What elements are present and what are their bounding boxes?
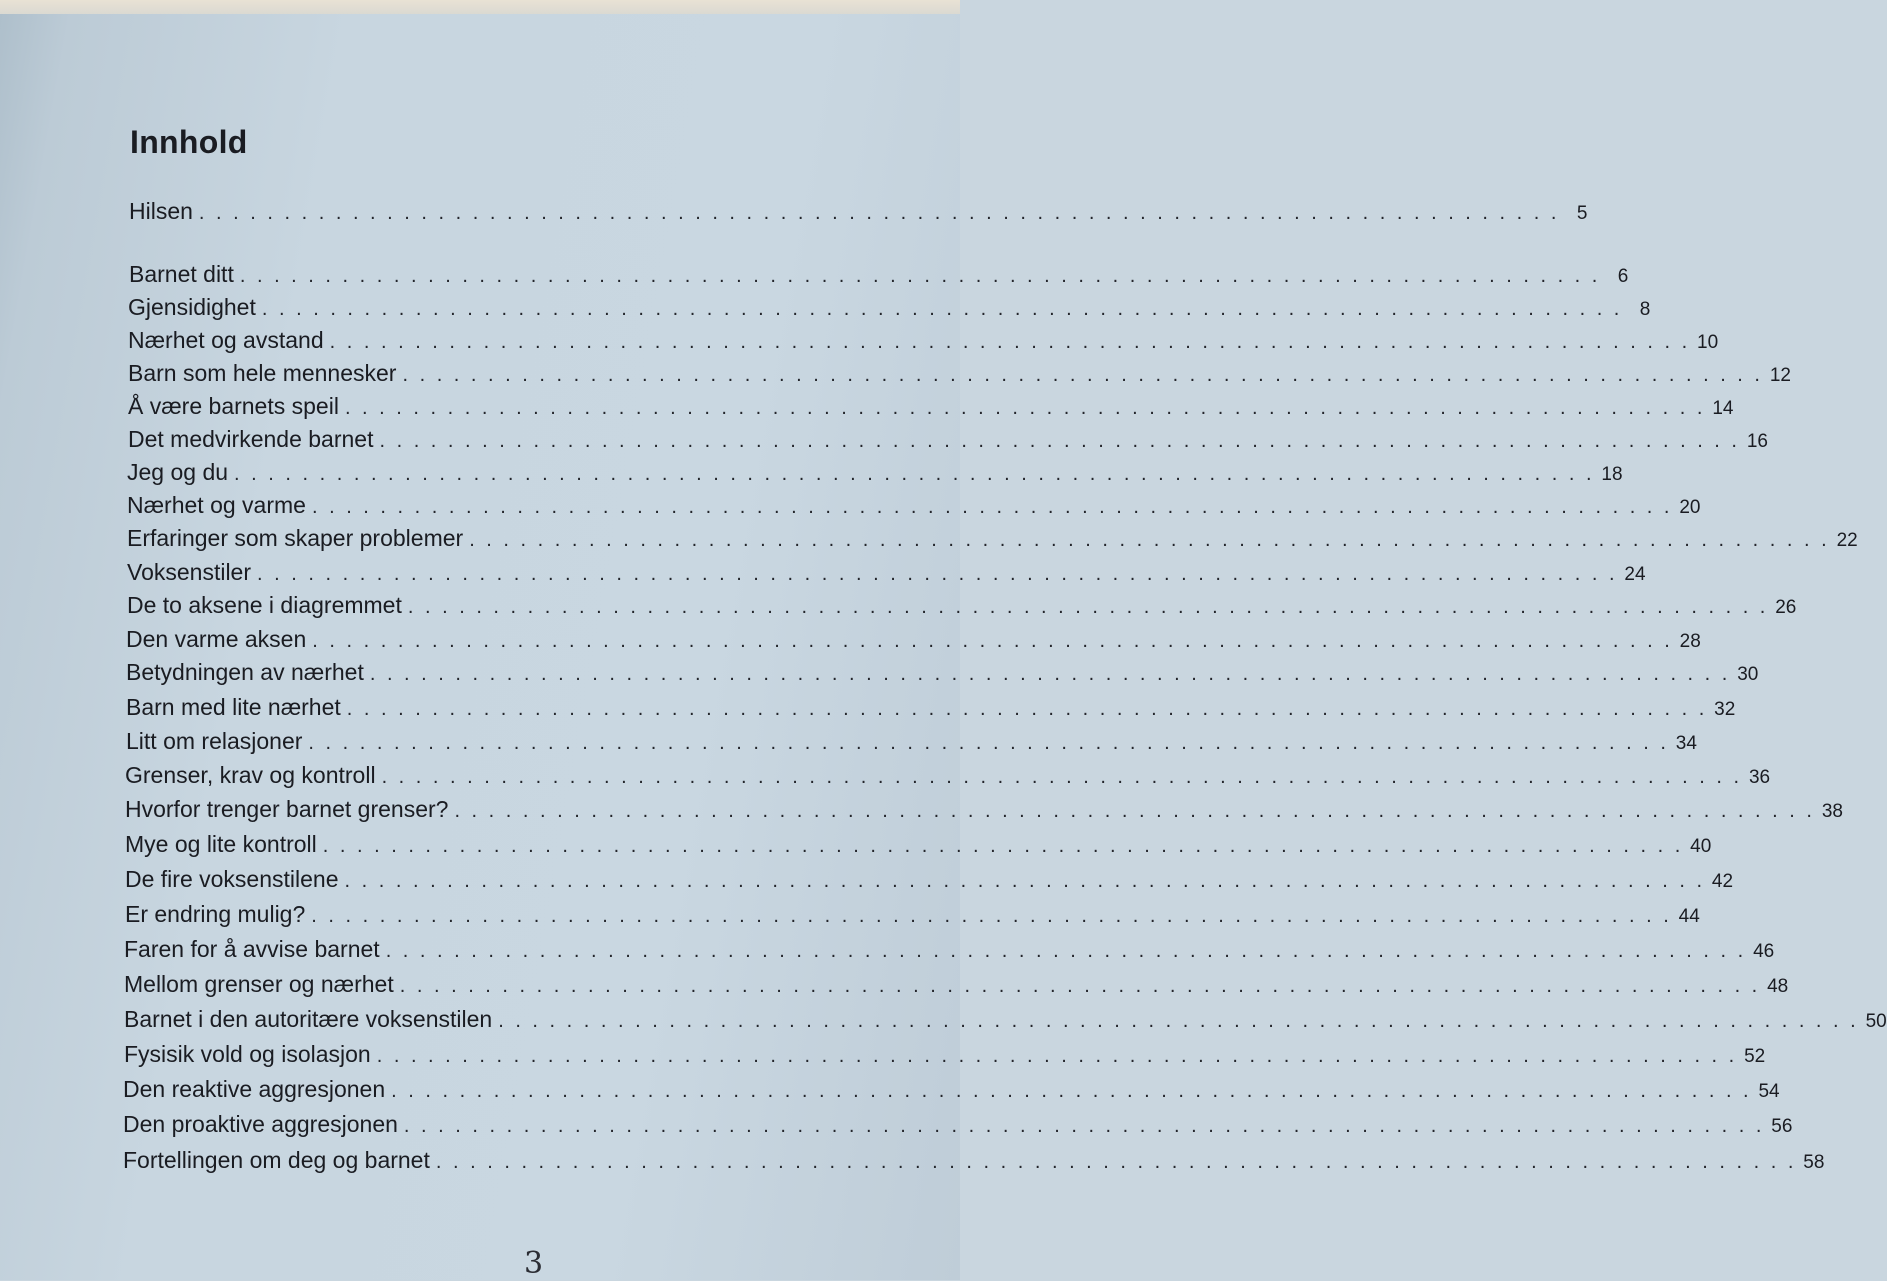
toc-entry: [125, 794, 1843, 824]
dot-leader: . . . . . . . . . . . . . . . . . . . . . . . . . . . . . . . . . . . . . . . . . . . . . . . . . . . . . . . . . . . . . . . . . . . . . . . . . . . . . . . .: [381, 766, 1743, 788]
toc-entry-page: 40: [1690, 836, 1712, 857]
dot-leader: . . . . . . . . . . . . . . . . . . . . . . . . . . . . . . . . . . . . . . . . . . . . . . . . . . . . . . . . . . . . . . . . . . . . . . . . . . . . . . . .: [308, 732, 1669, 754]
toc-entry-title: Faren for å avvise barnet: [124, 936, 380, 962]
toc-entry-title: De fire voksenstilene: [125, 866, 339, 892]
toc-entry-title: Fysisik vold og isolasjon: [124, 1041, 371, 1067]
toc-entry: [125, 899, 1700, 929]
toc-entry-page: 36: [1748, 767, 1771, 788]
dot-leader: . . . . . . . . . . . . . . . . . . . . . . . . . . . . . . . . . . . . . . . . . . . . . . . . . . . . . . . . . . . . . . . . . . . . . . . . . . . . . . . .: [403, 1115, 1765, 1137]
toc-entry: [128, 424, 1768, 454]
toc-entry-page: 14: [1712, 398, 1734, 419]
toc-entry-title: Fortellingen om deg og barnet: [123, 1147, 430, 1173]
toc-entry: [128, 325, 1719, 355]
dot-leader: . . . . . . . . . . . . . . . . . . . . . . . . . . . . . . . . . . . . . . . . . . . . . . . . . . . . . . . . . . . . . . . . . . . . . . . . . . . . . . . .: [379, 430, 1740, 452]
toc-entry-page: 52: [1744, 1046, 1766, 1067]
toc-entry: [129, 259, 1629, 289]
dot-leader: . . . . . . . . . . . . . . . . . . . . . . . . . . . . . . . . . . . . . . . . . . . . . . . . . . . . . . . . . . . . . . . . . . . . . . . . . . . . . . . .: [312, 630, 1673, 652]
toc-entry-title: Nærhet og varme: [127, 492, 306, 518]
dot-leader: . . . . . . . . . . . . . . . . . . . . . . . . . . . . . . . . . . . . . . . . . . . . . . . . . . . . . . . . . . . . . . . . . . . . . . . . . . . . . . . .: [322, 835, 1684, 857]
toc-entry-page: 18: [1601, 464, 1623, 485]
toc-entry-title: Grenser, krav og kontroll: [125, 762, 376, 788]
toc-entry: [125, 864, 1734, 894]
toc-entry: [125, 829, 1712, 859]
dot-leader: . . . . . . . . . . . . . . . . . . . . . . . . . . . . . . . . . . . . . . . . . . . . . . . . . . . . . . . . . . . . . . . . . . . . . . . . . . . . . . . .: [402, 364, 1763, 386]
toc-entry-page: 22: [1836, 530, 1858, 551]
dot-leader: . . . . . . . . . . . . . . . . . . . . . . . . . . . . . . . . . . . . . . . . . . . . . . . . . . . . . . . . . . . . . . . . . . . . . . . . . . . . . . . .: [407, 596, 1769, 618]
toc-entry-page: 50: [1865, 1011, 1887, 1032]
toc-entry-title: Hvorfor trenger barnet grenser?: [125, 796, 449, 822]
dot-leader: . . . . . . . . . . . . . . . . . . . . . . . . . . . . . . . . . . . . . . . . . . . . . . . . . . . . . . . . . . . . . . . . . . . . . . . . . . . . . . . .: [311, 905, 1672, 927]
toc-entry-title: Erfaringer som skaper problemer: [127, 525, 464, 551]
dot-leader: . . . . . . . . . . . . . . . . . . . . . . . . . . . . . . . . . . . . . . . . . . . . . . . . . . . . . . . . . . . . . . . . . . . . . . . . . . . . . . . .: [198, 202, 1560, 224]
toc-entry-title: Jeg og du: [127, 459, 229, 485]
toc-entry-page: 54: [1758, 1081, 1780, 1102]
toc-entry-title: Voksenstiler: [127, 559, 252, 585]
toc-entry-title: Betydningen av nærhet: [126, 659, 364, 685]
toc-entry-title: Mye og lite kontroll: [125, 831, 317, 857]
toc-entry: [124, 934, 1775, 964]
toc-entry-page: 44: [1678, 906, 1700, 927]
dot-leader: . . . . . . . . . . . . . . . . . . . . . . . . . . . . . . . . . . . . . . . . . . . . . . . . . . . . . . . . . . . . . . . . . . . . . . . . . . . . . . . .: [344, 397, 1706, 419]
toc-entry-page: 6: [1617, 266, 1629, 287]
toc-entry: [127, 490, 1701, 520]
toc-entry: [126, 692, 1736, 722]
toc-entry-title: Den proaktive aggresjonen: [123, 1111, 398, 1137]
toc-entry: [127, 557, 1646, 587]
toc-entry: [123, 1145, 1825, 1175]
dot-leader: . . . . . . . . . . . . . . . . . . . . . . . . . . . . . . . . . . . . . . . . . . . . . . . . . . . . . . . . . . . . . . . . . . . . . . . . . . . . . . . .: [399, 975, 1761, 997]
dot-leader: . . . . . . . . . . . . . . . . . . . . . . . . . . . . . . . . . . . . . . . . . . . . . . . . . . . . . . . . . . . . . . . . . . . . . . . . . . . . . . . .: [469, 529, 1830, 551]
page-number: 3: [524, 1246, 544, 1281]
dot-leader: . . . . . . . . . . . . . . . . . . . . . . . . . . . . . . . . . . . . . . . . . . . . . . . . . . . . . . . . . . . . . . . . . . . . . . . . . . . . . . . .: [385, 940, 1747, 962]
dot-leader: . . . . . . . . . . . . . . . . . . . . . . . . . . . . . . . . . . . . . . . . . . . . . . . . . . . . . . . . . . . . . . . . . . . . . . . . . . . . . . . .: [346, 698, 1708, 720]
toc-entry: [126, 657, 1759, 687]
toc-entry-title: Mellom grenser og nærhet: [124, 971, 394, 997]
toc-entry-page: 58: [1803, 1152, 1825, 1173]
dot-leader: . . . . . . . . . . . . . . . . . . . . . . . . . . . . . . . . . . . . . . . . . . . . . . . . . . . . . . . . . . . . . . . . . . . . . . . . . . . . . . . .: [376, 1045, 1738, 1067]
toc-entry: [123, 1074, 1780, 1104]
toc-entry-page: 46: [1753, 941, 1775, 962]
toc-entry: [127, 590, 1797, 620]
dot-leader: . . . . . . . . . . . . . . . . . . . . . . . . . . . . . . . . . . . . . . . . . . . . . . . . . . . . . . . . . . . . . . . . . . . . . . . . . . . . . . . .: [391, 1080, 1752, 1102]
toc-entry-page: 10: [1697, 332, 1719, 353]
dot-leader: . . . . . . . . . . . . . . . . . . . . . . . . . . . . . . . . . . . . . . . . . . . . . . . . . . . . . . . . . . . . . . . . . . . . . . . . . . . . . . . .: [369, 663, 1731, 685]
toc-entry-title: Barn som hele mennesker: [128, 360, 397, 386]
toc-entry-title: Den varme aksen: [126, 626, 307, 652]
dot-leader: . . . . . . . . . . . . . . . . . . . . . . . . . . . . . . . . . . . . . . . . . . . . . . . . . . . . . . . . . . . . . . . . . . . . . . . . . . . . . . . .: [344, 870, 1706, 892]
toc-entry-page: 5: [1576, 203, 1588, 224]
toc-entry-page: 32: [1714, 699, 1736, 720]
toc-entry-page: 30: [1737, 664, 1759, 685]
dot-leader: . . . . . . . . . . . . . . . . . . . . . . . . . . . . . . . . . . . . . . . . . . . . . . . . . . . . . . . . . . . . . . . . . . . . . . . . . . . . . . . .: [329, 331, 1691, 353]
toc-entry: [125, 760, 1771, 790]
toc-entry-title: Å være barnets speil: [128, 393, 339, 419]
toc-entry-page: 42: [1711, 871, 1734, 892]
toc-entry-title: Litt om relasjoner: [126, 728, 303, 754]
toc-entry-title: Barnet i den autoritære voksenstilen: [124, 1006, 493, 1032]
toc-entry-title: Nærhet og avstand: [128, 327, 324, 353]
toc-entry-title: Barn med lite nærhet: [126, 694, 341, 720]
toc-entry: [124, 969, 1789, 999]
toc-entry-title: Hilsen: [129, 198, 193, 224]
toc-entry: [128, 358, 1791, 388]
toc-entry-page: 34: [1675, 733, 1697, 754]
toc-entry-title: Den reaktive aggresjonen: [123, 1076, 386, 1102]
toc-entry-title: Er endring mulig?: [125, 901, 306, 927]
toc-entry-title: Gjensidighet: [128, 294, 256, 320]
dot-leader: . . . . . . . . . . . . . . . . . . . . . . . . . . . . . . . . . . . . . . . . . . . . . . . . . . . . . . . . . . . . . . . . . . . . . . . . . . . . . . . .: [498, 1010, 1859, 1032]
dot-leader: . . . . . . . . . . . . . . . . . . . . . . . . . . . . . . . . . . . . . . . . . . . . . . . . . . . . . . . . . . . . . . . . . . . . . . . . . . . . . . . .: [311, 496, 1673, 518]
toc-entry-title: Det medvirkende barnet: [128, 426, 374, 452]
toc-title: Innhold: [130, 124, 248, 160]
toc-entry-page: 20: [1679, 497, 1701, 518]
toc-entry-page: 26: [1775, 597, 1797, 618]
dot-leader: . . . . . . . . . . . . . . . . . . . . . . . . . . . . . . . . . . . . . . . . . . . . . . . . . . . . . . . . . . . . . . . . . . . . . . . . . . . . . . . .: [239, 265, 1601, 287]
toc-entry-page: 48: [1767, 976, 1789, 997]
toc-entry-title: De to aksene i diagremmet: [127, 592, 402, 618]
toc-entry: [127, 523, 1858, 553]
toc-entry-page: 12: [1769, 365, 1791, 386]
dot-leader: . . . . . . . . . . . . . . . . . . . . . . . . . . . . . . . . . . . . . . . . . . . . . . . . . . . . . . . . . . . . . . . . . . . . . . . . . . . . . . . .: [454, 800, 1815, 822]
toc-entry: [127, 457, 1623, 487]
dot-leader: . . . . . . . . . . . . . . . . . . . . . . . . . . . . . . . . . . . . . . . . . . . . . . . . . . . . . . . . . . . . . . . . . . . . . . . . . . . . . . . .: [261, 298, 1623, 320]
toc-entry-title: Barnet ditt: [129, 261, 234, 287]
toc-entry: [126, 726, 1697, 756]
toc-entry: [129, 196, 1588, 226]
toc-entry: [124, 1004, 1887, 1034]
toc-entry-page: 38: [1821, 801, 1843, 822]
toc-entry-page: 56: [1771, 1116, 1793, 1137]
toc-entry-page: 16: [1746, 431, 1768, 452]
dot-leader: . . . . . . . . . . . . . . . . . . . . . . . . . . . . . . . . . . . . . . . . . . . . . . . . . . . . . . . . . . . . . . . . . . . . . . . . . . . . . . . .: [257, 563, 1618, 585]
toc-entry-page: 24: [1624, 564, 1646, 585]
dot-leader: . . . . . . . . . . . . . . . . . . . . . . . . . . . . . . . . . . . . . . . . . . . . . . . . . . . . . . . . . . . . . . . . . . . . . . . . . . . . . . . .: [435, 1151, 1797, 1173]
toc-entry-page: 28: [1679, 631, 1701, 652]
toc-entry: [123, 1109, 1793, 1139]
toc-entry: [128, 391, 1734, 421]
toc-entry: [128, 292, 1651, 322]
dot-leader: . . . . . . . . . . . . . . . . . . . . . . . . . . . . . . . . . . . . . . . . . . . . . . . . . . . . . . . . . . . . . . . . . . . . . . . . . . . . . . . .: [234, 463, 1595, 485]
toc-entry: [126, 624, 1701, 654]
toc-entry: [124, 1039, 1766, 1069]
toc-entry-page: 8: [1639, 299, 1651, 320]
